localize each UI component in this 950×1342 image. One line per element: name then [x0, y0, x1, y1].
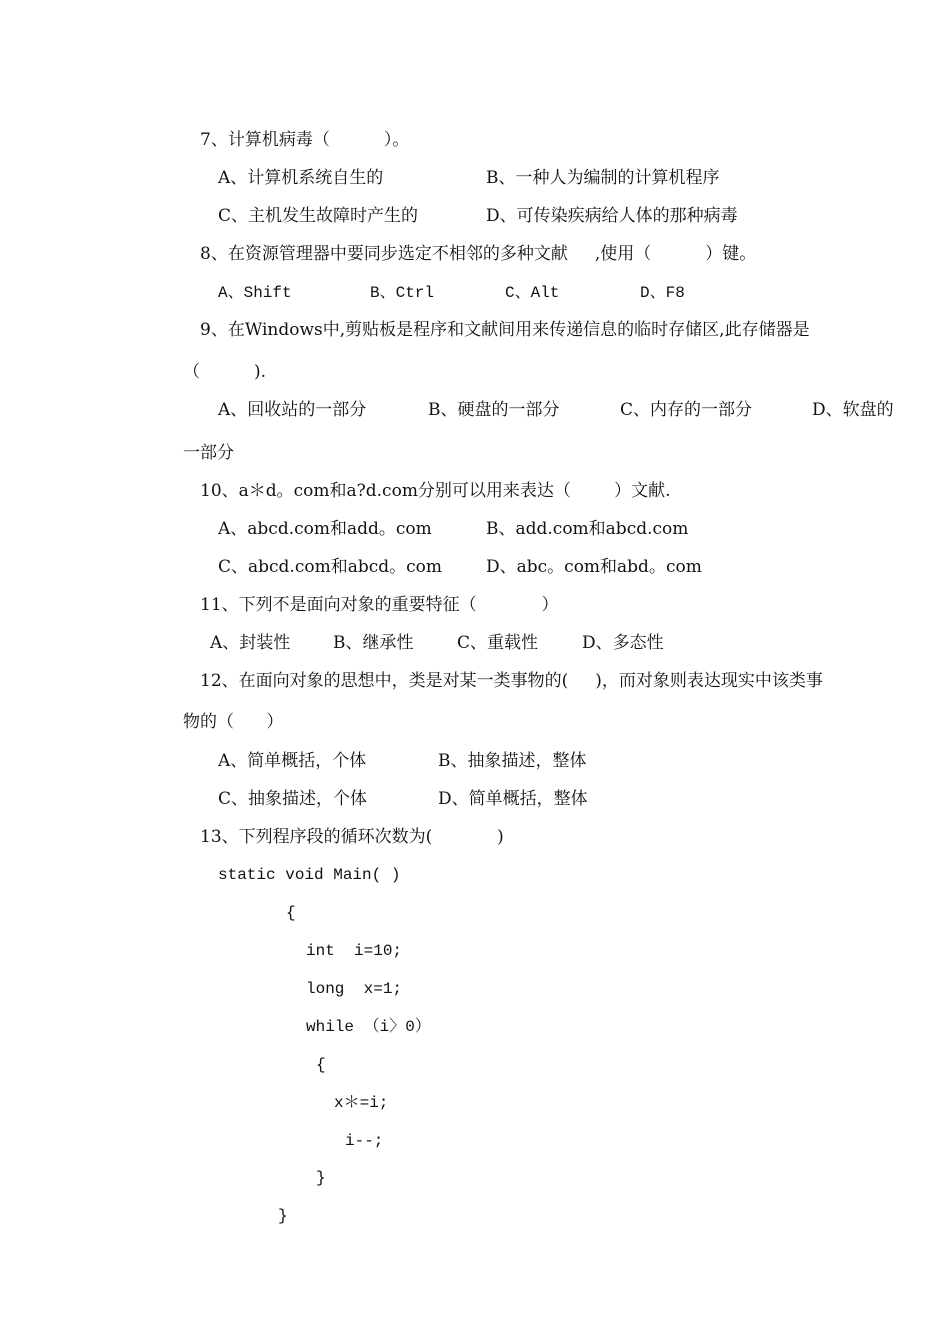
code-line: }	[278, 1207, 288, 1225]
question-9-option-b: B、硬盘的一部分	[428, 400, 560, 420]
question-12-option-a: A、简单概括，个体	[218, 751, 367, 771]
question-8-option-d: D、F8	[640, 284, 685, 302]
question-8-stem: 8、在资源管理器中要同步选定不相邻的多种文献 ,使用（ ）键。	[200, 244, 757, 264]
question-13-stem: 13、下列程序段的循环次数为( )	[200, 827, 504, 847]
question-10-option-b: B、add.com和abcd.com	[486, 519, 689, 539]
question-12-stem: 12、在面向对象的思想中，类是对某一类事物的( )，而对象则表达现实中该类事	[200, 671, 823, 691]
code-line: x＊=i;	[334, 1094, 389, 1112]
code-line: i--;	[345, 1132, 384, 1150]
question-9-option-d-continued: 一部分	[183, 443, 234, 463]
question-9-stem-continued: （ ).	[183, 362, 267, 382]
code-line: static void Main( )	[218, 866, 401, 884]
question-11-option-d: D、多态性	[582, 633, 664, 653]
code-line: }	[316, 1169, 326, 1187]
code-line: long x=1;	[306, 980, 403, 998]
question-7-option-b: B、一种人为编制的计算机程序	[486, 168, 720, 188]
question-8-option-a: A、Shift	[218, 284, 292, 302]
question-8-option-c: C、Alt	[505, 284, 560, 302]
question-12-stem-continued: 物的（ ）	[183, 712, 284, 732]
question-7-option-d: D、可传染疾病给人体的那种病毒	[486, 206, 738, 226]
code-line: while （i〉0）	[306, 1018, 431, 1036]
code-line: {	[316, 1056, 326, 1074]
question-10-stem: 10、a＊d。com和a?d.com分别可以用来表达（ ）文献.	[200, 481, 671, 501]
question-11-stem: 11、下列不是面向对象的重要特征（ ）	[200, 595, 559, 615]
question-9-option-a: A、回收站的一部分	[218, 400, 367, 420]
code-line: {	[286, 904, 296, 922]
question-10-option-a: A、abcd.com和add。com	[218, 519, 432, 539]
question-12-option-c: C、抽象描述，个体	[218, 789, 368, 809]
question-11-option-a: A、封装性	[210, 633, 291, 653]
question-11-option-b: B、继承性	[333, 633, 414, 653]
question-7-stem: 7、计算机病毒（ ）。	[200, 130, 410, 150]
question-9-option-c: C、内存的一部分	[620, 400, 753, 420]
question-7-option-c: C、主机发生故障时产生的	[218, 206, 419, 226]
code-line: int i=10;	[306, 942, 403, 960]
question-7-option-a: A、计算机系统自生的	[218, 168, 384, 188]
question-10-option-d: D、abc。com和abd。com	[486, 557, 702, 577]
question-12-option-d: D、简单概括，整体	[438, 789, 588, 809]
question-10-option-c: C、abcd.com和abcd。com	[218, 557, 443, 577]
question-9-stem: 9、在Windows中,剪贴板是程序和文献间用来传递信息的临时存储区,此存储器是	[200, 320, 810, 340]
question-9-option-d: D、软盘的	[812, 400, 894, 420]
question-8-option-b: B、Ctrl	[370, 284, 435, 302]
question-11-option-c: C、重载性	[457, 633, 539, 653]
question-12-option-b: B、抽象描述，整体	[438, 751, 587, 771]
